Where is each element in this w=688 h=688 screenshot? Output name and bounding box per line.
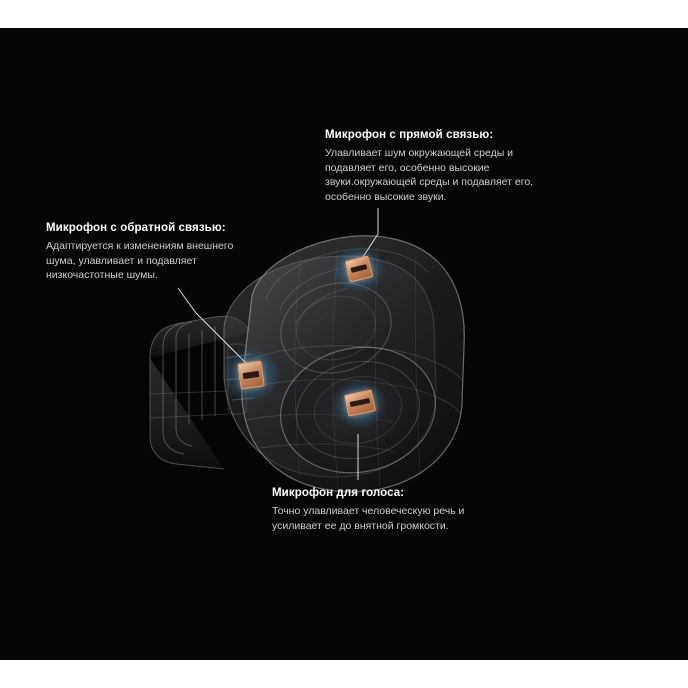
bottom-white-band [0,660,688,688]
callout-feedforward [325,128,545,204]
callout-feedback-body: Адаптируется к изменениям внешнего шума, улавливает и подавляет низкочастотные шумы. [46,240,234,282]
callout-feedforward-title: Микрофон с прямой связью: [325,129,494,141]
top-white-band [0,0,688,28]
callout-voice [272,486,487,533]
headphone-illustration [0,28,688,660]
diagram-canvas [0,28,688,660]
callout-voice-body: Точно улавливает человеческую речь и усиливает ее до внятной громкости. [272,505,465,532]
callout-feedback [46,221,246,283]
callout-voice-title: Микрофон для голоса: [272,487,405,499]
callout-feedforward-body: Улавливает шум окружающей среды и подавляет его, особенно высокие звуки.окружающей среды и подавляет его, особенно высокие звуки. [325,147,534,203]
callout-feedback-title: Микрофон с обратной связью: [46,222,226,234]
